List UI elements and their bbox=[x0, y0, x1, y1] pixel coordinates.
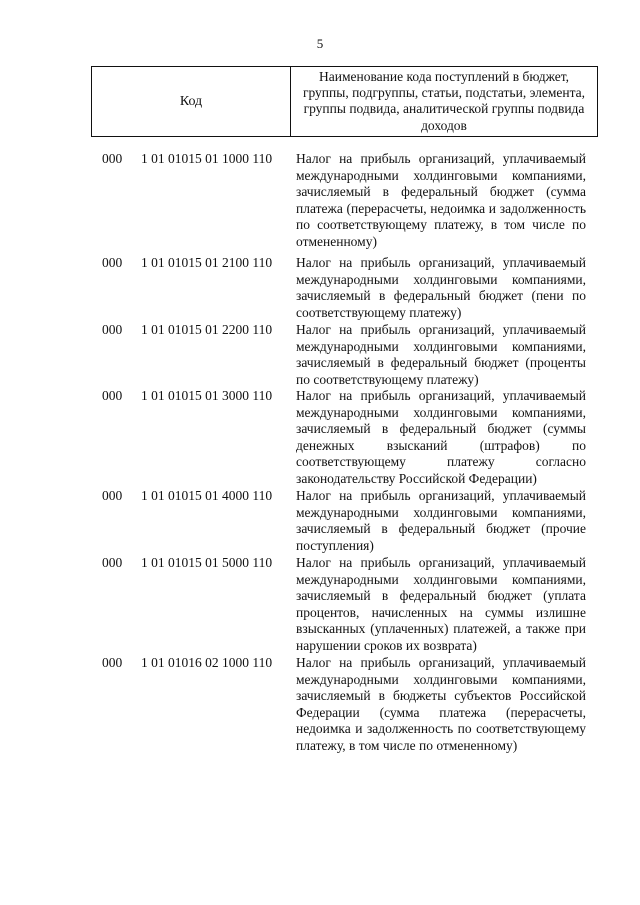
income-description: Налог на прибыль организаций, уплачиваемый международными холдинговыми компаниями, зачисляемый в бюджеты субъектов Российской Федерации (сумма платежа (перерасчеты, недоимка и задолженность по соответствующему платежу, в том числе по отмененному) bbox=[296, 655, 586, 753]
income-description: Налог на прибыль организаций, уплачиваемый международными холдинговыми компаниями, зачисляемый в федеральный бюджет (уплата процентов, начисленных на суммы излишне взысканных (уплаченных) платежей, а также при нарушении сроков их возврата) bbox=[296, 555, 586, 653]
income-description: Налог на прибыль организаций, уплачиваемый международными холдинговыми компаниями, зачисляемый в федеральный бюджет (пени по соответствующему платежу) bbox=[296, 255, 586, 320]
income-code: 1 01 01015 01 2100 110 bbox=[141, 255, 273, 270]
income-code: 1 01 01015 01 1000 110 bbox=[141, 151, 273, 166]
table-row bbox=[0, 488, 586, 553]
table-header bbox=[91, 66, 598, 137]
income-code: 1 01 01015 01 2200 110 bbox=[141, 322, 273, 337]
income-code: 1 01 01016 02 1000 110 bbox=[141, 655, 273, 670]
page-number: 5 bbox=[316, 36, 324, 51]
header-code-cell: Код bbox=[92, 67, 291, 136]
admin-code: 000 bbox=[102, 322, 123, 337]
admin-code: 000 bbox=[102, 488, 123, 503]
table-row bbox=[0, 151, 586, 249]
table-row bbox=[0, 555, 586, 653]
income-description: Налог на прибыль организаций, уплачиваемый международными холдинговыми компаниями, зачисляемый в федеральный бюджет (прочие поступления) bbox=[296, 488, 586, 553]
header-name-cell: Наименование кода поступлений в бюджет, группы, подгруппы, статьи, подстатьи, элемента, группы подвида, аналитической группы подвида доходов bbox=[302, 69, 586, 133]
admin-code: 000 bbox=[102, 655, 123, 670]
table-row bbox=[0, 655, 586, 753]
income-code: 1 01 01015 01 5000 110 bbox=[141, 555, 273, 570]
table-row bbox=[0, 255, 586, 320]
income-code: 1 01 01015 01 3000 110 bbox=[141, 388, 273, 403]
admin-code: 000 bbox=[102, 388, 123, 403]
income-code: 1 01 01015 01 4000 110 bbox=[141, 488, 273, 503]
table-row bbox=[0, 322, 586, 387]
admin-code: 000 bbox=[102, 255, 123, 270]
income-description: Налог на прибыль организаций, уплачиваемый международными холдинговыми компаниями, зачисляемый в федеральный бюджет (сумма платежа (перерасчеты, недоимка и задолженность по соответствующему платежу, в том числе по отмененному) bbox=[296, 151, 586, 249]
income-description: Налог на прибыль организаций, уплачиваемый международными холдинговыми компаниями, зачисляемый в федеральный бюджет (суммы денежных взысканий (штрафов) по соответствующему платежу согласно законодательству Российской Федерации) bbox=[296, 388, 586, 486]
income-description: Налог на прибыль организаций, уплачиваемый международными холдинговыми компаниями, зачисляемый в федеральный бюджет (проценты по соответствующему платежу) bbox=[296, 322, 586, 387]
admin-code: 000 bbox=[102, 151, 123, 166]
admin-code: 000 bbox=[102, 555, 123, 570]
table-row bbox=[0, 388, 586, 486]
